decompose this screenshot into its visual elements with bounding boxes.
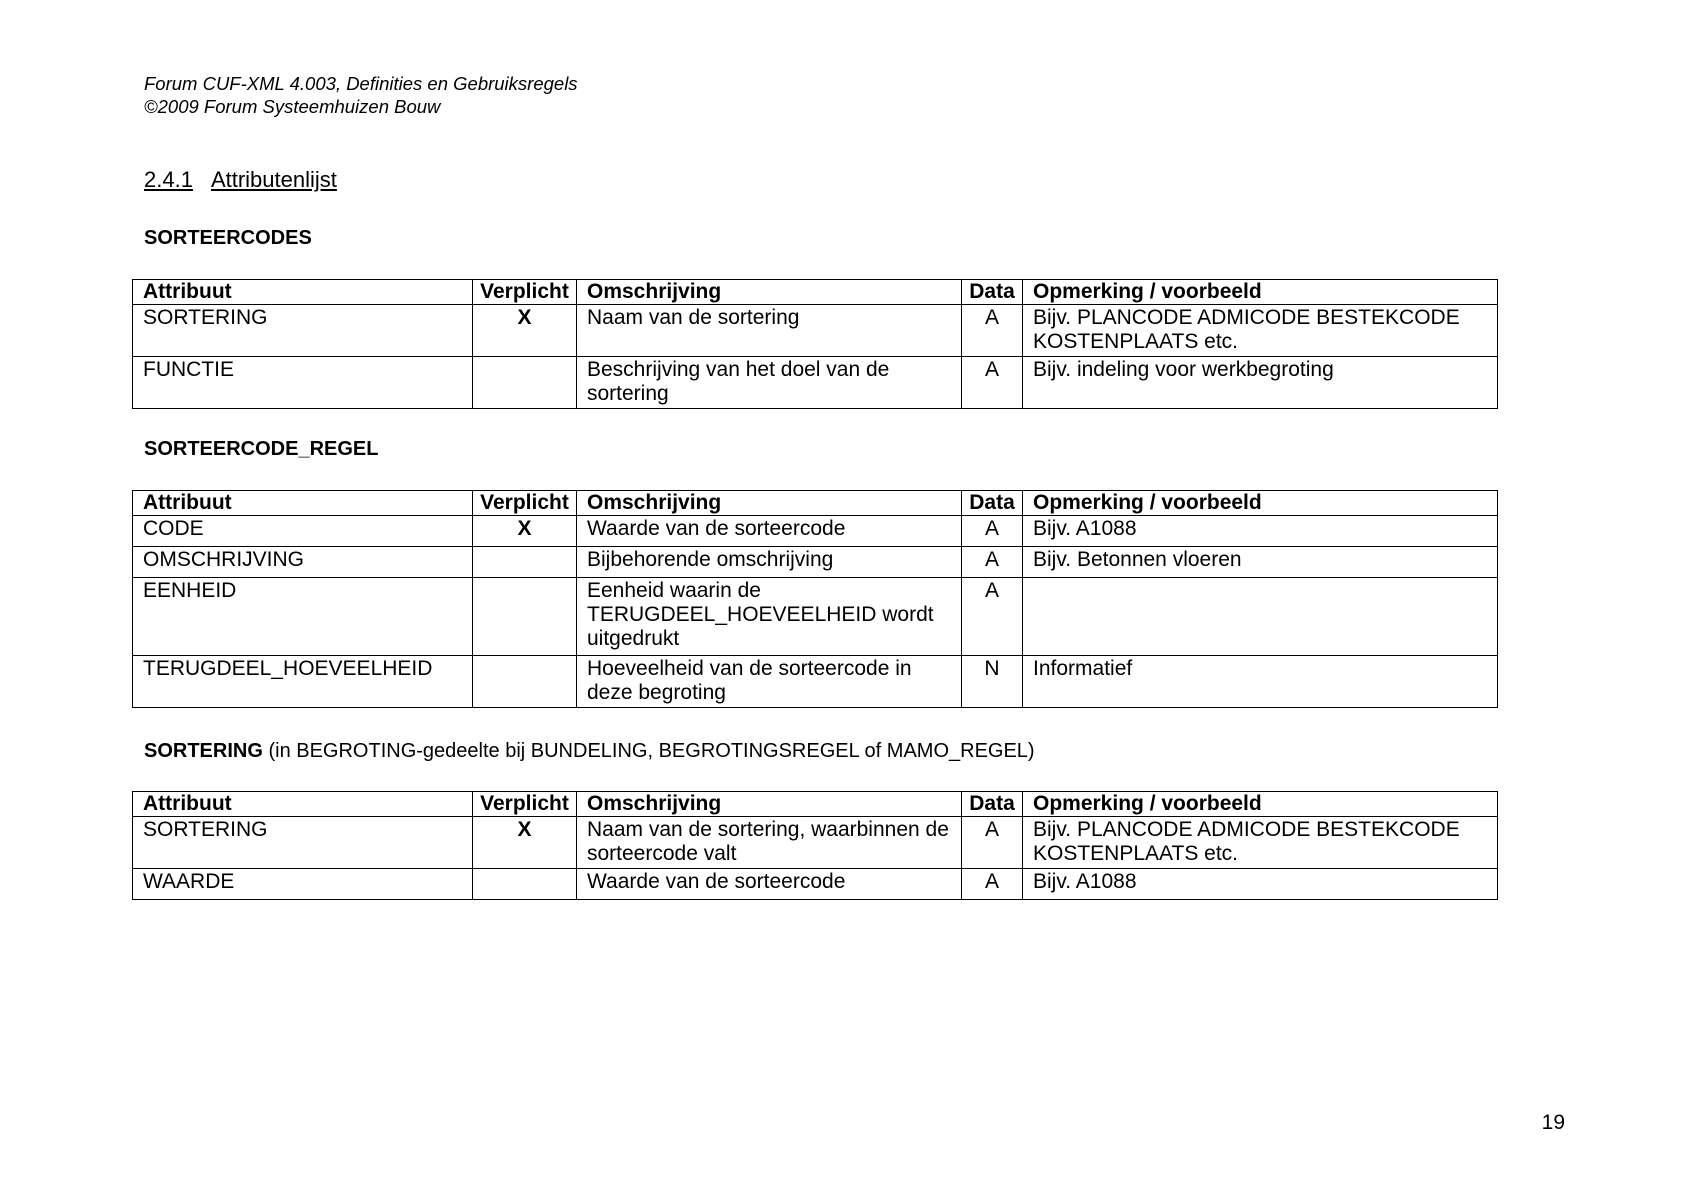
table-row	[133, 305, 1498, 357]
cell-verplicht: X	[473, 817, 577, 869]
col-header-attribuut: Attribuut	[133, 792, 473, 817]
table-header-row	[133, 792, 1498, 817]
col-header-omschrijving: Omschrijving	[577, 280, 962, 305]
cell-opmerking: Informatief	[1023, 656, 1498, 708]
col-header-data: Data	[962, 491, 1023, 516]
col-header-verplicht: Verplicht	[473, 792, 577, 817]
cell-attribuut: SORTERING	[133, 305, 473, 357]
cell-attribuut: SORTERING	[133, 817, 473, 869]
cell-omschrijving: Waarde van de sorteercode	[577, 869, 962, 900]
table-title-sorteercode-regel	[144, 438, 378, 461]
cell-opmerking	[1023, 578, 1498, 656]
cell-data: A	[962, 357, 1023, 409]
cell-attribuut: FUNCTIE	[133, 357, 473, 409]
cell-attribuut: OMSCHRIJVING	[133, 547, 473, 578]
table-row	[133, 357, 1498, 409]
col-header-omschrijving: Omschrijving	[577, 792, 962, 817]
cell-opmerking: Bijv. PLANCODE ADMICODE BESTEKCODE KOSTENPLAATS etc.	[1023, 817, 1498, 869]
cell-opmerking: Bijv. A1088	[1023, 869, 1498, 900]
table-title-note: (in BEGROTING-gedeelte bij BUNDELING, BEGROTINGSREGEL of MAMO_REGEL)	[262, 740, 1035, 762]
cell-verplicht	[473, 547, 577, 578]
table-row	[133, 578, 1498, 656]
header-document-title: Forum CUF-XML 4.003, Definities en Gebruiksregels	[144, 73, 578, 94]
col-header-opmerking: Opmerking / voorbeeld	[1023, 792, 1498, 817]
cell-data: A	[962, 869, 1023, 900]
table-header-row	[133, 280, 1498, 305]
section-number: 2.4.1	[144, 167, 193, 192]
col-header-opmerking: Opmerking / voorbeeld	[1023, 280, 1498, 305]
table-row	[133, 516, 1498, 547]
section-heading	[144, 167, 337, 193]
cell-verplicht: X	[473, 516, 577, 547]
sortering-table	[132, 791, 1498, 900]
table-header-row	[133, 491, 1498, 516]
table-row	[133, 656, 1498, 708]
cell-omschrijving: Eenheid waarin de TERUGDEEL_HOEVEELHEID wordt uitgedrukt	[577, 578, 962, 656]
cell-opmerking: Bijv. A1088	[1023, 516, 1498, 547]
running-header	[144, 72, 578, 118]
cell-opmerking: Bijv. indeling voor werkbegroting	[1023, 357, 1498, 409]
cell-omschrijving: Beschrijving van het doel van de sortering	[577, 357, 962, 409]
table-row	[133, 817, 1498, 869]
col-header-attribuut: Attribuut	[133, 491, 473, 516]
cell-opmerking: Bijv. PLANCODE ADMICODE BESTEKCODE KOSTENPLAATS etc.	[1023, 305, 1498, 357]
sorteercode-regel-table	[132, 490, 1498, 708]
col-header-verplicht: Verplicht	[473, 280, 577, 305]
cell-data: A	[962, 817, 1023, 869]
table-title-sortering	[144, 740, 1035, 763]
cell-attribuut: CODE	[133, 516, 473, 547]
cell-verplicht	[473, 578, 577, 656]
col-header-data: Data	[962, 792, 1023, 817]
cell-omschrijving: Naam van de sortering	[577, 305, 962, 357]
cell-opmerking: Bijv. Betonnen vloeren	[1023, 547, 1498, 578]
cell-data: A	[962, 578, 1023, 656]
table-title-sorteercodes	[144, 227, 312, 250]
table-row	[133, 869, 1498, 900]
cell-verplicht	[473, 869, 577, 900]
cell-attribuut: TERUGDEEL_HOEVEELHEID	[133, 656, 473, 708]
cell-omschrijving: Naam van de sortering, waarbinnen de sorteercode valt	[577, 817, 962, 869]
sorteercodes-table	[132, 279, 1498, 409]
col-header-verplicht: Verplicht	[473, 491, 577, 516]
page-number: 19	[1541, 1111, 1565, 1134]
col-header-opmerking: Opmerking / voorbeeld	[1023, 491, 1498, 516]
cell-attribuut: EENHEID	[133, 578, 473, 656]
table-title-text: SORTEERCODE_REGEL	[144, 438, 379, 460]
cell-verplicht: X	[473, 305, 577, 357]
cell-verplicht	[473, 357, 577, 409]
cell-omschrijving: Bijbehorende omschrijving	[577, 547, 962, 578]
cell-omschrijving: Waarde van de sorteercode	[577, 516, 962, 547]
cell-verplicht	[473, 656, 577, 708]
col-header-data: Data	[962, 280, 1023, 305]
cell-data: N	[962, 656, 1023, 708]
cell-data: A	[962, 547, 1023, 578]
table-row	[133, 547, 1498, 578]
col-header-omschrijving: Omschrijving	[577, 491, 962, 516]
cell-omschrijving: Hoeveelheid van de sorteercode in deze begroting	[577, 656, 962, 708]
section-title: Attributenlijst	[210, 167, 337, 192]
cell-attribuut: WAARDE	[133, 869, 473, 900]
table-title-text: SORTERING	[144, 740, 263, 762]
col-header-attribuut: Attribuut	[133, 280, 473, 305]
table-title-text: SORTEERCODES	[144, 227, 312, 249]
cell-data: A	[962, 305, 1023, 357]
cell-data: A	[962, 516, 1023, 547]
header-copyright: ©2009 Forum Systeemhuizen Bouw	[144, 96, 441, 117]
